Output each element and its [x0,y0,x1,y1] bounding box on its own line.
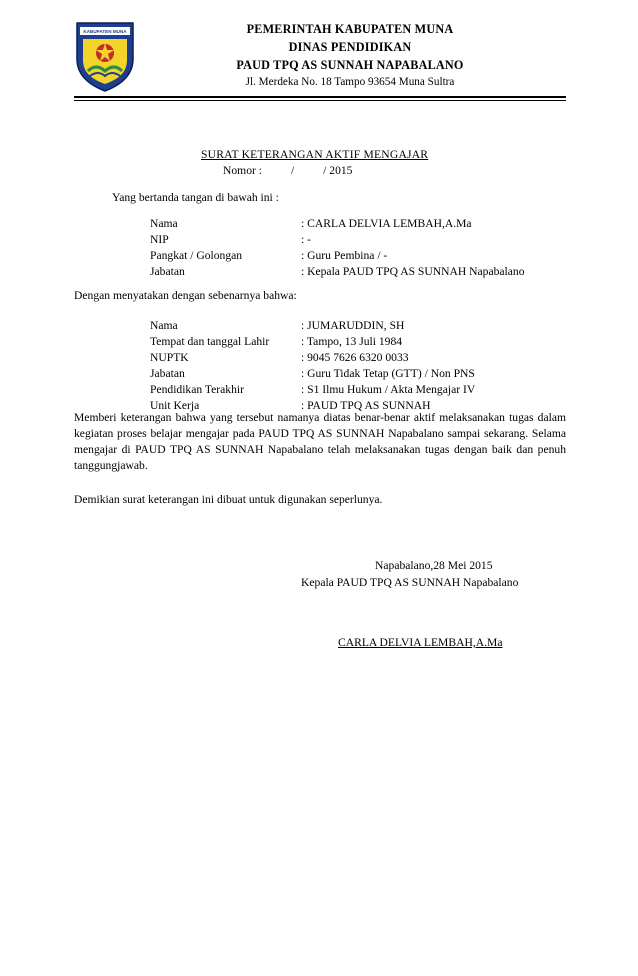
statement-sentence: Dengan menyatakan dengan sebenarnya bahwa: [74,289,297,302]
signatory-row-name [150,216,590,232]
signatory-row-rank [150,248,590,264]
letterhead-department: DINAS PENDIDIKAN [288,40,412,55]
letterhead-address: Jl. Merdeka No. 18 Tampo 93654 Muna Sultra [245,76,455,89]
body-paragraph: Memberi keterangan bahwa yang tersebut namanya diatas benar-benar aktif melaksanakan tugas dalam kegiatan proses belajar mengajar pada PAUD TPQ AS SUNNAH Napabalano sampai sekarang. Selama mengajar di PAUD TPQ AS SUNNAH Napabalano telah melaksanakan tugas dengan baik dan penuh tanggungjawab. [74,411,566,472]
signatory-details [150,216,590,280]
field-label: Pendidikan Terakhir [150,383,244,396]
letter-title: SURAT KETERANGAN AKTIF MENGAJAR [201,148,429,161]
letterhead-divider-thick [74,96,566,98]
signatory-row-nip [150,232,590,248]
signatory-row-position [150,264,590,280]
letterhead [160,20,540,91]
field-label: NUPTK [150,351,189,364]
emblem-banner-text: KABUPATEN MUNA [83,29,127,35]
field-label: Unit Kerja [150,399,200,412]
teacher-row-position [150,366,590,382]
field-value: : 9045 7626 6320 0033 [301,351,409,364]
letterhead-school: PAUD TPQ AS SUNNAH NAPABALANO [236,58,464,73]
closing-sentence: Demikian surat keterangan ini dibuat untuk digunakan seperlunya. [74,493,383,506]
field-label: Nama [150,217,178,230]
field-value: : S1 Ilmu Hukum / Akta Mengajar IV [301,383,476,396]
teacher-row-education [150,382,590,398]
field-value: : PAUD TPQ AS SUNNAH [301,399,431,412]
field-label: NIP [150,233,169,246]
field-value: : - [301,233,311,246]
kabupaten-muna-emblem-icon [74,19,136,93]
field-value: : Guru Tidak Tetap (GTT) / Non PNS [301,367,475,380]
field-value: : Guru Pembina / - [301,249,388,262]
field-label: Tempat dan tanggal Lahir [150,335,270,348]
field-label: Jabatan [150,265,185,278]
field-label: Nama [150,319,178,332]
letterhead-divider-thin [74,100,566,101]
teacher-row-birth [150,334,590,350]
teacher-row-name [150,318,590,334]
letterhead-government: PEMERINTAH KABUPATEN MUNA [246,22,454,36]
teacher-row-nuptk [150,350,590,366]
teacher-details [150,318,590,414]
field-value: : Tampo, 13 Juli 1984 [301,335,403,348]
place-date: Napabalano,28 Mei 2015 [375,559,493,572]
signer-role: Kepala PAUD TPQ AS SUNNAH Napabalano [301,576,519,589]
field-value: : JUMARUDDIN, SH [301,319,405,332]
field-label: Jabatan [150,367,185,380]
intro-sentence: Yang bertanda tangan di bawah ini : [112,191,279,204]
letter-number: Nomor : / / 2015 [223,164,353,177]
signer-name: CARLA DELVIA LEMBAH,A.Ma [338,636,503,649]
field-label: Pangkat / Golongan [150,249,243,262]
field-value: : CARLA DELVIA LEMBAH,A.Ma [301,217,472,230]
field-value: : Kepala PAUD TPQ AS SUNNAH Napabalano [301,265,525,278]
